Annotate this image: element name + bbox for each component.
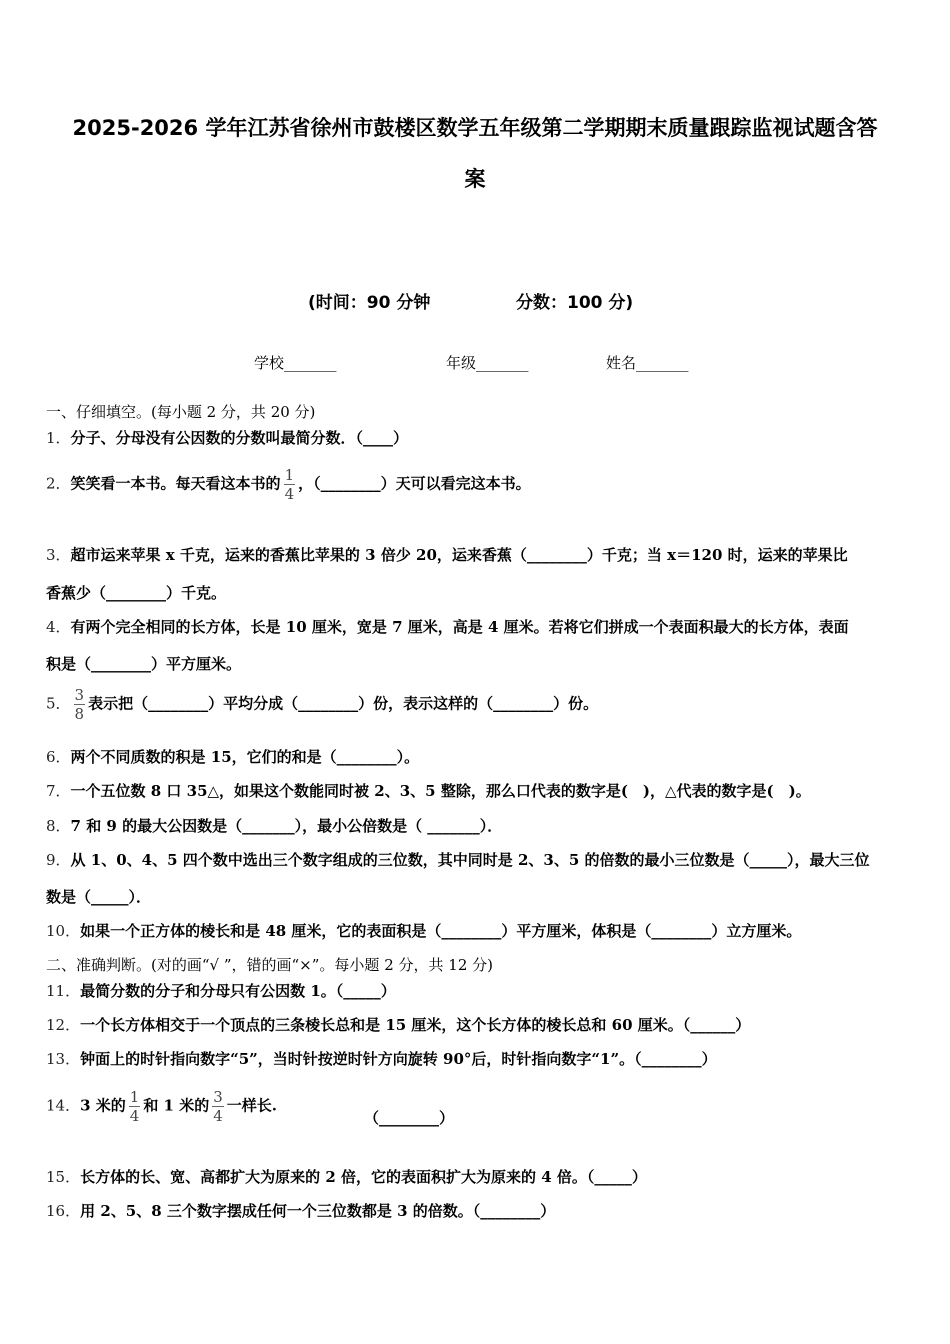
question-16: [46, 1200, 555, 1221]
doc-title-line2: 案: [464, 167, 486, 191]
name-field: 姓名_______: [606, 354, 689, 372]
question-text: 最简分数的分子和分母只有公因数 1。（_____）: [80, 982, 396, 1000]
question-number: 2．: [46, 474, 71, 493]
question-number: 1．: [46, 429, 71, 447]
question-number: 12．: [46, 1016, 81, 1034]
question-text: 钟面上的时针指向数字“5”，当时针按逆时针方向旋转 90°后，时针指向数字“1”。（________）: [80, 1050, 717, 1068]
question-text-pre: 3 米的: [80, 1096, 126, 1115]
question-text: 长方体的长、宽、高都扩大为原来的 2 倍，它的表面积扩大为原来的 4 倍。（_____）: [80, 1168, 647, 1186]
question-8: [46, 815, 502, 836]
question-text: 分子、分母没有公因数的分数叫最简分数．（____）: [70, 429, 409, 447]
question-text: 7 和 9 的最大公因数是（_______），最小公倍数是（ _______）．: [70, 817, 503, 835]
section1-heading: 一、仔细填空。(每小题 2 分，共 20 分): [46, 403, 316, 421]
question-text: 笑笑看一本书。每天看这本书的: [70, 474, 281, 493]
question-number: 9．: [46, 851, 71, 869]
question-5: [46, 686, 598, 723]
question-9-line2: 数是（_____）．: [46, 888, 152, 906]
question-number: 6．: [46, 748, 71, 766]
question-14-blank: （________）: [364, 1109, 455, 1127]
question-10: [46, 920, 801, 941]
fraction-three-eighths: $\frac{3}{8}$: [74, 686, 85, 723]
question-text: 如果一个正方体的棱长和是 48 厘米，它的表面积是（________）平方厘米，体积是（________）立方厘米。: [80, 922, 802, 940]
question-number: 11．: [46, 982, 81, 1000]
question-13: [46, 1048, 717, 1069]
question-number: 15．: [46, 1168, 81, 1186]
question-3: [46, 544, 848, 565]
question-text-mid: 和 1 米的: [143, 1096, 210, 1115]
question-15: [46, 1166, 647, 1187]
exam-time: (时间：90 分钟: [308, 293, 431, 313]
question-number: 8．: [46, 817, 71, 835]
fraction-one-quarter: $\frac{1}{4}$: [129, 1088, 140, 1125]
question-number: 14．: [46, 1096, 81, 1115]
question-text-line1: 超市运来苹果 x 千克，运来的香蕉比苹果的 3 倍少 20，运来香蕉（________）千克；当 x＝120 时，运来的苹果比: [70, 546, 848, 564]
question-12: [46, 1014, 750, 1035]
question-text-line1: 有两个完全相同的长方体，长是 10 厘米，宽是 7 厘米，高是 4 厘米。若将它们拼成一个表面积最大的长方体，表面: [70, 618, 849, 636]
question-7: [46, 780, 811, 801]
question-text-post: 一样长.: [226, 1096, 277, 1115]
question-number: 10．: [46, 922, 81, 940]
exam-score: 分数：100 分): [516, 293, 634, 313]
section2-heading: 二、准确判断。(对的画“√ ”，错的画“×”。每小题 2 分，共 12 分): [46, 956, 493, 974]
question-9: [46, 849, 870, 870]
question-text: 两个不同质数的积是 15，它们的和是（________）。: [70, 748, 420, 766]
question-3-line2: 香蕉少（________）千克。: [46, 584, 227, 602]
question-number: 7．: [46, 782, 71, 800]
question-text-line1: 从 1、0、4、5 四个数中选出三个数字组成的三位数，其中同时是 2、3、5 的倍数的最小三位数是（_____），最大三位: [70, 851, 870, 869]
question-text: 一个五位数 8 口 35△，如果这个数能同时被 2、3、5 整除，那么口代表的数字是( )，△代表的数字是( )。: [70, 782, 811, 800]
question-number: 4．: [46, 618, 71, 636]
grade-field: 年级_______: [446, 354, 529, 372]
question-1: [46, 427, 408, 448]
question-6: [46, 746, 419, 767]
question-text: 用 2、5、8 三个数字摆成任何一个三位数都是 3 的倍数。（________）: [80, 1202, 556, 1220]
question-14: [46, 1088, 277, 1125]
fraction-one-quarter: $\frac{1}{4}$: [284, 466, 295, 503]
question-number: 3．: [46, 546, 71, 564]
question-2: [46, 466, 531, 503]
question-number: 16．: [46, 1202, 81, 1220]
question-text-post: ，（________）天可以看完这本书。: [298, 474, 531, 493]
question-text: 一个长方体相交于一个顶点的三条棱长总和是 15 厘米，这个长方体的棱长总和 60 厘米。（______）: [80, 1016, 751, 1034]
school-field: 学校_______: [254, 354, 337, 372]
question-number: 13．: [46, 1050, 81, 1068]
fraction-three-quarters: $\frac{3}{4}$: [213, 1088, 223, 1125]
question-11: [46, 980, 396, 1001]
question-number: 5．: [46, 694, 71, 713]
question-4-line2: 积是（________）平方厘米。: [46, 655, 242, 673]
question-4: [46, 616, 849, 637]
doc-title-line1: 2025-2026 学年江苏省徐州市鼓楼区数学五年级第二学期期末质量跟踪监视试题含答: [72, 116, 878, 140]
question-text: 表示把（________）平均分成（________）份，表示这样的（________）份。: [88, 694, 599, 713]
